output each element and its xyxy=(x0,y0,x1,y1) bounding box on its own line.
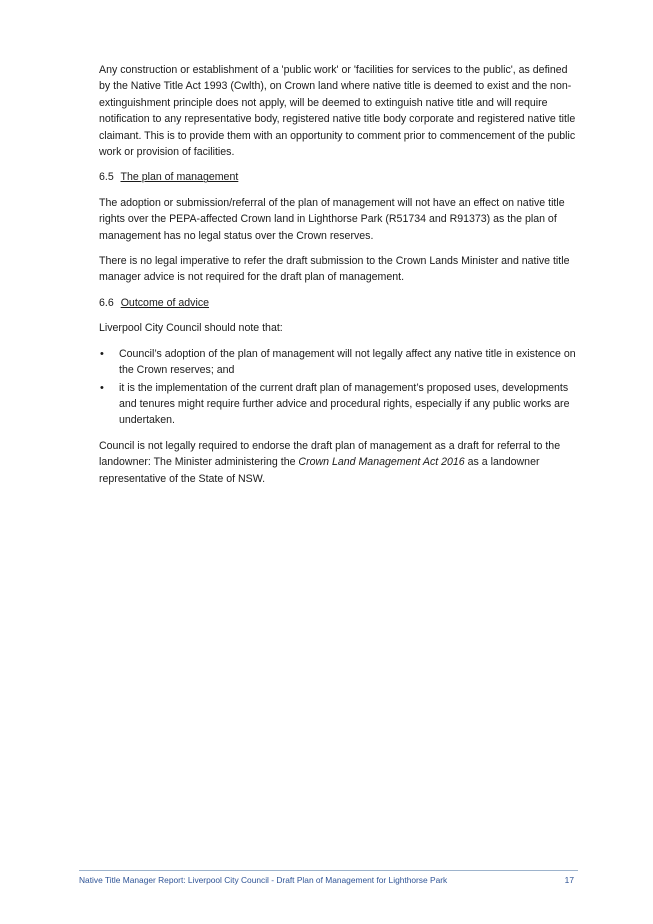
bullet-list xyxy=(99,346,577,429)
closing-paragraph xyxy=(99,438,577,487)
page-footer xyxy=(79,870,578,886)
section-6-5-paragraph-2: There is no legal imperative to refer the draft submission to the Crown Lands Minister and native title manager advice is not required for the draft plan of management. xyxy=(99,255,570,284)
bullet-icon: • xyxy=(100,347,104,360)
bullet-icon: • xyxy=(100,381,104,394)
section-heading-6-6 xyxy=(99,295,577,311)
section-title: Outcome of advice xyxy=(120,296,210,309)
page-body xyxy=(99,62,577,496)
section-title: The plan of management xyxy=(120,171,239,184)
section-heading-6-5 xyxy=(99,169,577,185)
page-number: 17 xyxy=(564,875,574,885)
list-item-text: it is the implementation of the current draft plan of management’s proposed uses, developments and tenures might require further advice and procedural rights, especially if any public works are undertaken. xyxy=(119,381,570,427)
footer-title: Native Title Manager Report: Liverpool City Council - Draft Plan of Management for Lighthorse Park xyxy=(79,875,448,885)
closing-text-start: Council is not legally required to endorse the draft plan of management as a draft for referral to the landowner: The Minister administering the xyxy=(99,439,561,469)
closing-text-end: as a landowner representative of the State of NSW. xyxy=(99,456,540,485)
list-item-text: Council’s adoption of the plan of management will not legally affect any native title in existence on the Crown reserves; and xyxy=(119,347,576,377)
intro-paragraph: Any construction or establishment of a 'public work' or 'facilities for services to the public', as defined by the Native Title Act 1993 (Cwlth), on Crown land where native title is deemed to exist and the non-extinguishment principle does not apply, will be deemed to extinguish native title and will require notification to any representative body, registered native title body corporate and registered native title claimant. This is to provide them with an opportunity to comment prior to commencement of the public work or provision of facilities. xyxy=(99,64,576,159)
section-number: 6.5 xyxy=(99,171,114,184)
section-6-6-lead: Liverpool City Council should note that: xyxy=(99,322,283,335)
act-title: Crown Land Management Act 2016 xyxy=(298,456,465,469)
section-number: 6.6 xyxy=(99,296,114,309)
section-6-5-paragraph-1: The adoption or submission/referral of the plan of management will not have an effect on native title rights over the PEPA-affected Crown land in Lighthorse Park (R51734 and R91373) as the plan of management has no legal status over the Crown reserves. xyxy=(99,196,565,242)
list-item xyxy=(99,346,577,379)
list-item xyxy=(99,380,577,429)
